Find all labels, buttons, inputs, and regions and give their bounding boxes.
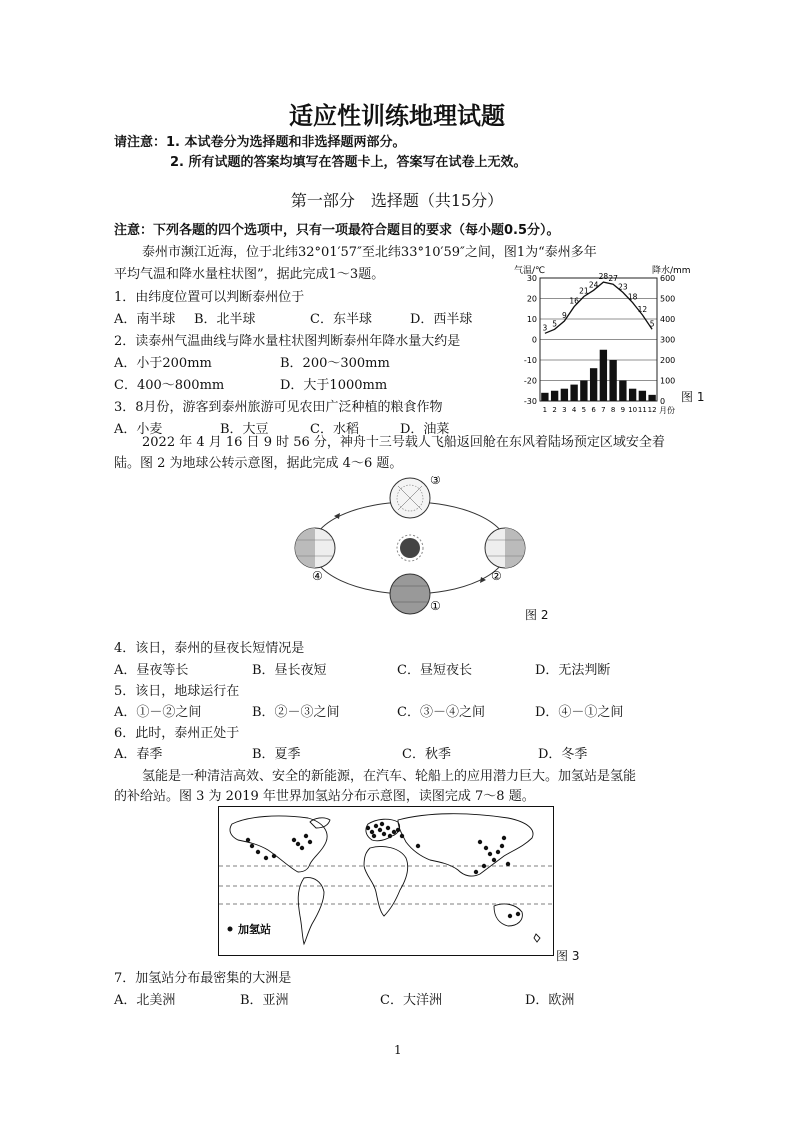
earth-position-2 <box>485 528 525 568</box>
hydrogen-station-dot <box>516 912 520 916</box>
passage2-line2: 陆。图 2 为地球公转示意图，据此完成 4～6 题。 <box>114 456 403 471</box>
figure2-label: 图 2 <box>525 608 549 622</box>
fig1-left-tick-label: -20 <box>523 376 537 386</box>
q1-option-a: A．南半球 <box>114 312 176 327</box>
fig1-month-label: 9 <box>620 406 626 414</box>
q5-option-c: C．③－④之间 <box>397 705 485 720</box>
fig1-temp-label: 3 <box>542 323 548 333</box>
q6-option-d: D．冬季 <box>538 747 588 762</box>
hydrogen-station-dot <box>264 856 268 860</box>
fig1-precip-bar <box>580 381 587 402</box>
q7-option-b: B．亚洲 <box>240 993 289 1008</box>
fig1-temp-label: 28 <box>598 272 609 282</box>
fig1-temp-label: 5 <box>552 319 558 329</box>
figure1-climate-chart <box>512 262 708 418</box>
hydrogen-station-dot <box>488 852 492 856</box>
hydrogen-station-dot <box>308 840 312 844</box>
hydrogen-station-dot <box>246 838 250 842</box>
fig1-precip-bar <box>551 391 558 401</box>
q6-option-b: B．夏季 <box>252 747 301 762</box>
fig1-precip-bar <box>619 381 626 402</box>
page-number: 1 <box>394 1043 402 1057</box>
hydrogen-station-dot <box>372 834 376 838</box>
fig1-precip-bar <box>541 393 548 401</box>
q3-option-a: A．小麦 <box>114 422 163 437</box>
notice-line-1 <box>114 131 406 150</box>
passage1-line2: 平均气温和降水量柱状图”，据此完成1～3题。 <box>114 267 385 282</box>
hydrogen-station-dot <box>400 834 404 838</box>
q4-option-a: A．昼夜等长 <box>114 663 189 678</box>
section-title: 第一部分 选择题（共15分） <box>290 191 504 210</box>
hydrogen-station-dot <box>296 842 300 846</box>
hydrogen-station-dot <box>388 834 392 838</box>
q6-option-a: A．春季 <box>114 747 163 762</box>
fig1-left-tick-labels <box>524 274 537 406</box>
fig1-temp-label: 23 <box>618 282 628 292</box>
hydrogen-station-dot <box>500 844 504 848</box>
q3-option-b: B．大豆 <box>220 422 269 437</box>
fig1-x-unit: 月份 <box>659 406 675 415</box>
hydrogen-station-dot <box>496 850 500 854</box>
hydrogen-station-dot <box>380 822 384 826</box>
hydrogen-station-dot <box>506 862 510 866</box>
hydrogen-station-dot <box>382 832 386 836</box>
figure1-label: 图 1 <box>681 390 705 404</box>
hydrogen-station-dot <box>386 826 390 830</box>
q6-stem: 6．此时，泰州正处于 <box>114 726 240 741</box>
q4-option-b: B．昼长夜短 <box>252 663 327 678</box>
fig1-left-tick-label: -30 <box>523 397 537 406</box>
q2-option-a: A．小于200mm <box>114 356 212 371</box>
fig1-precip-bar <box>609 360 616 401</box>
q2-option-c: C．400～800mm <box>114 378 225 393</box>
hydrogen-station-dot <box>502 836 506 840</box>
q7-option-a: A．北美洲 <box>114 993 176 1008</box>
fig1-precip-bar <box>590 368 597 401</box>
fig1-month-label: 12 <box>647 406 657 414</box>
hydrogen-station-dot <box>484 846 488 850</box>
hydrogen-station-dot <box>366 826 370 830</box>
fig1-precip-bar <box>629 389 636 401</box>
q3-stem: 3．8月份，游客到泰州旅游可见农田广泛种植的粮食作物 <box>114 400 443 415</box>
hydrogen-station-dot <box>392 830 396 834</box>
notice-item-2: 2. 所有试题的答案均填写在答题卡上，答案写在试卷上无效。 <box>170 155 527 170</box>
fig1-temperature-line <box>545 282 652 333</box>
fig1-precip-bar <box>570 385 577 401</box>
fig1-left-tick-label: 0 <box>531 335 537 345</box>
fig1-month-labels <box>543 406 657 414</box>
fig1-month-label: 11 <box>637 406 647 414</box>
q5-option-a: A．①－②之间 <box>114 705 202 720</box>
fig1-precip-bar <box>561 389 568 401</box>
hydrogen-station-dot <box>292 838 296 842</box>
fig1-month-label: 1 <box>542 406 548 414</box>
fig1-temp-label: 27 <box>608 274 618 284</box>
fig1-month-label: 7 <box>601 406 606 414</box>
notice-item-1: 1. 本试卷分为选择题和非选择题两部分。 <box>166 135 406 150</box>
hydrogen-station-dot <box>370 830 374 834</box>
q1-stem: 1．由纬度位置可以判断泰州位于 <box>114 290 305 305</box>
fig1-right-tick-label: 400 <box>660 315 676 324</box>
q1-option-d: D．西半球 <box>410 312 473 327</box>
q2-option-b: B．200～300mm <box>280 356 390 371</box>
fig1-precip-bar <box>600 350 607 401</box>
fig1-precip-bar <box>639 391 646 401</box>
q2-stem: 2．读泰州气温曲线与降水量柱状图判断泰州年降水量大约是 <box>114 334 461 349</box>
hydrogen-station-dot <box>396 828 400 832</box>
notice-label: 请注意： <box>114 135 167 150</box>
fig1-left-tick-label: -10 <box>523 356 537 365</box>
passage3-line2: 的补给站。图 3 为 2019 年世界加氢站分布示意图，读图完成 7～8 题。 <box>114 789 535 804</box>
fig1-temp-label: 9 <box>561 311 567 321</box>
fig1-precip-bar <box>648 395 655 401</box>
fig1-right-tick-label: 300 <box>660 335 676 345</box>
fig1-right-tick-labels <box>660 274 675 406</box>
q1-option-c: C．东半球 <box>310 312 372 327</box>
fig1-left-tick-label: 20 <box>526 294 537 304</box>
passage3-line1: 氢能是一种清洁高效、安全的新能源，在汽车、轮船上的应用潜力巨大。加氢站是氢能 <box>142 769 637 784</box>
position-4-label: ④ <box>312 569 323 583</box>
sun-icon <box>397 535 423 561</box>
fig1-right-tick-label: 200 <box>660 356 676 365</box>
q4-stem: 4．该日，泰州的昼夜长短情况是 <box>114 641 305 656</box>
fig1-month-label: 8 <box>610 406 616 414</box>
hydrogen-station-dot <box>416 844 420 848</box>
hydrogen-station-dot <box>304 834 308 838</box>
fig1-right-tick-label: 600 <box>660 274 676 283</box>
passage1-line1: 泰州市濒江近海，位于北纬32°01′57″至北纬33°10′59″之间，图1为“泰州多年 <box>142 245 597 260</box>
figure2-orbit-diagram <box>290 476 530 621</box>
fig1-temp-label: 18 <box>627 292 638 302</box>
fig1-month-label: 3 <box>562 406 567 414</box>
hydrogen-station-dot <box>478 840 482 844</box>
hydrogen-station-dot <box>492 858 496 862</box>
hydrogen-station-dot <box>374 824 378 828</box>
hydrogen-station-dot <box>300 846 304 850</box>
hydrogen-station-dot <box>474 870 478 874</box>
fig1-right-tick-label: 0 <box>660 397 666 406</box>
q4-option-c: C．昼短夜长 <box>397 663 472 678</box>
fig1-month-label: 2 <box>552 406 557 414</box>
q5-option-b: B．②－③之间 <box>252 705 340 720</box>
figure3-label: 图 3 <box>556 949 580 963</box>
hydrogen-station-dot <box>250 844 254 848</box>
legend-label: 加氢站 <box>238 923 271 936</box>
q4-option-d: D．无法判断 <box>535 663 611 678</box>
fig1-month-label: 6 <box>591 406 596 414</box>
fig1-month-label: 10 <box>628 406 638 414</box>
fig1-month-label: 5 <box>581 406 587 414</box>
fig1-right-axis-title: 降水/mm <box>652 266 691 276</box>
instruction: 注意：下列各题的四个选项中，只有一项最符合题目的要求（每小题0.5分）。 <box>114 223 560 238</box>
fig1-temp-label: 21 <box>579 286 589 296</box>
fig1-right-tick-label: 500 <box>660 294 676 304</box>
q3-option-c: C．水稻 <box>310 422 359 437</box>
fig1-temperature-labels <box>542 272 654 332</box>
hydrogen-station-dot <box>272 854 276 858</box>
fig1-left-tick-label: 30 <box>526 274 537 283</box>
fig1-precip-bars <box>541 350 656 401</box>
earth-position-3 <box>390 478 430 518</box>
passage2-line1: 2022 年 4 月 16 日 9 时 56 分，神舟十三号载人飞船返回舱在东风着陆场预定区域安全着 <box>142 435 665 450</box>
page-title: 适应性训练地理试题 <box>289 102 505 130</box>
earth-position-4 <box>295 528 335 568</box>
fig1-month-label: 4 <box>571 406 577 414</box>
q3-option-d: D．油菜 <box>400 422 450 437</box>
figure3-world-map <box>218 806 554 956</box>
q6-option-c: C．秋季 <box>402 747 451 762</box>
q5-stem: 5．该日，地球运行在 <box>114 684 240 699</box>
hydrogen-station-dot <box>482 864 486 868</box>
hydrogen-station-dot <box>378 828 382 832</box>
position-1-label: ① <box>430 599 441 613</box>
position-2-label: ② <box>491 569 502 583</box>
q7-stem: 7．加氢站分布最密集的大洲是 <box>114 971 292 986</box>
fig1-right-tick-label: 100 <box>660 376 676 386</box>
fig1-temp-label: 16 <box>569 296 579 306</box>
hydrogen-station-dot <box>508 914 512 918</box>
q2-option-d: D．大于1000mm <box>280 378 388 393</box>
fig1-left-tick-label: 10 <box>526 315 537 324</box>
position-3-label: ③ <box>430 476 441 487</box>
fig1-temp-label: 12 <box>637 304 648 314</box>
legend-dot-icon <box>228 927 233 932</box>
q5-option-d: D．④－①之间 <box>535 705 624 720</box>
q7-option-d: D．欧洲 <box>525 993 575 1008</box>
hydrogen-station-dot <box>256 850 260 854</box>
fig1-left-axis-title: 气温/℃ <box>514 266 546 276</box>
q7-option-c: C．大洋洲 <box>380 993 442 1008</box>
fig1-temp-label: 24 <box>588 280 599 290</box>
fig1-temp-label: 5 <box>649 319 655 329</box>
q1-option-b: B．北半球 <box>194 312 256 327</box>
earth-position-1 <box>390 574 430 614</box>
